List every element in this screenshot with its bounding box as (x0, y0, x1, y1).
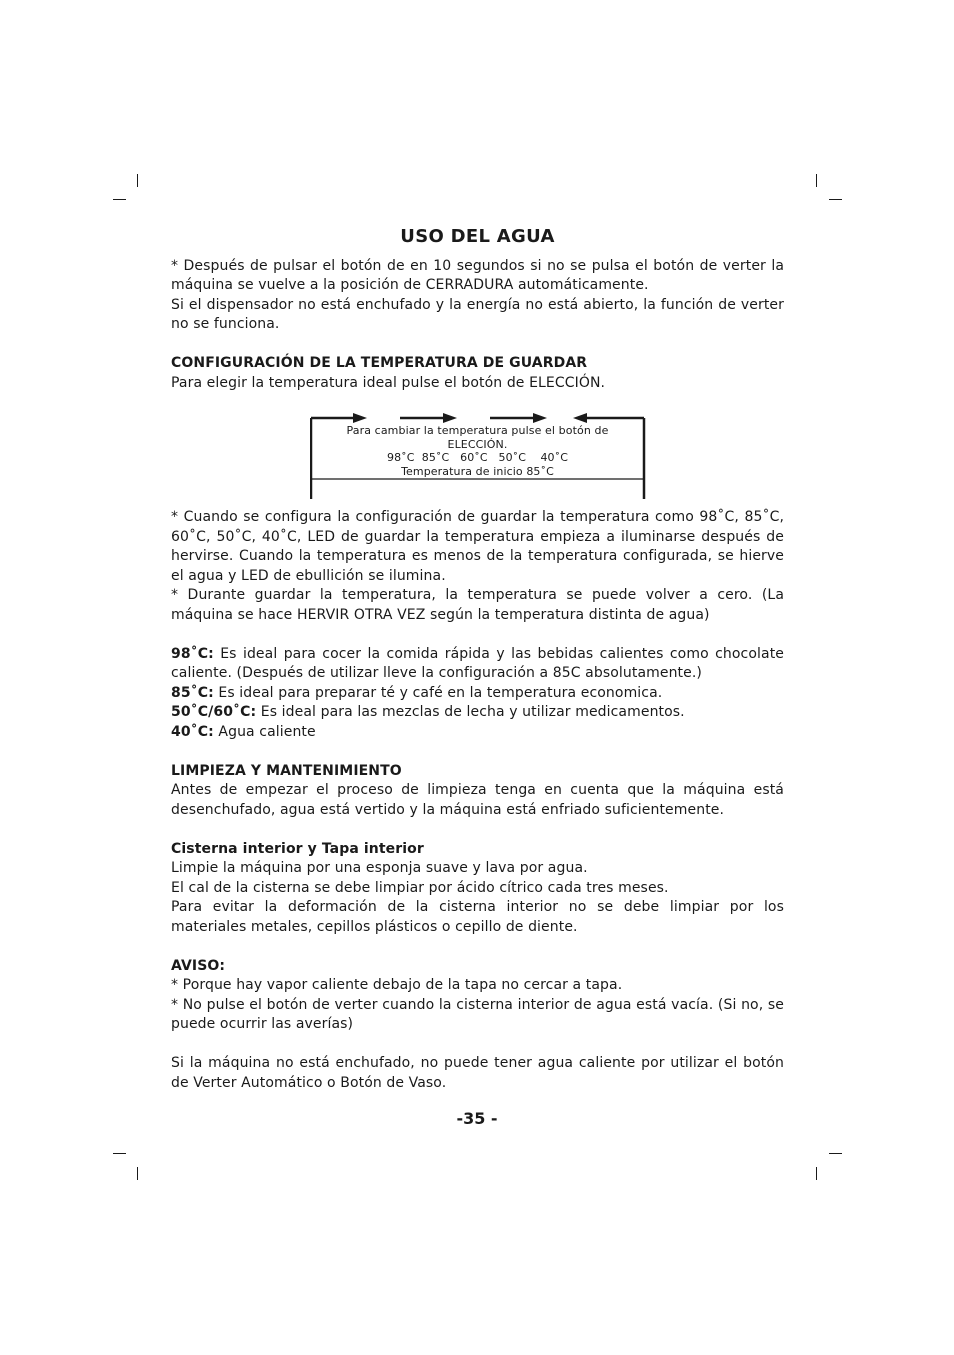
config-text: Para elegir la temperatura ideal pulse el botón de ELECCIÓN. (171, 374, 606, 391)
crop-mark (829, 1153, 842, 1154)
page-content (171, 227, 784, 1093)
crop-mark (816, 1167, 817, 1180)
cistern-line: El cal de la cisterna se debe limpiar por ácido cítrico cada tres meses. (171, 879, 669, 896)
temp-label: 98˚C: (171, 645, 214, 662)
temperature-cycle-diagram (171, 393, 784, 508)
cistern-heading: Cisterna interior y Tapa interior (171, 840, 424, 857)
temp-description: Es ideal para preparar té y café en la temperatura economica. (213, 684, 663, 701)
warning-line: * Porque hay vapor caliente debajo de la tapa no cercar a tapa. (171, 977, 623, 993)
crop-mark (829, 199, 842, 200)
crop-mark (816, 174, 817, 187)
crop-mark (137, 174, 138, 187)
temp-85-item (171, 684, 784, 704)
cleaning-text: Antes de empezar el proceso de limpieza tenga en cuenta que la máquina está desenchufado, agua está vertido y la máquina está enfriado suficientemente. (171, 782, 784, 818)
crop-mark (137, 1167, 138, 1180)
warning-line: * No pulse el botón de verter cuando la cisterna interior de agua está vacía. (Si no, se puede ocurrir las averías) (171, 996, 784, 1032)
cistern-line: Para evitar la deformación de la cisterna interior no se debe limpiar por los materiales metales, cepillos plásticos o cepillo de diente. (171, 899, 784, 935)
page-number: -35 - (456, 1109, 498, 1128)
cistern-line: Limpie la máquina por una esponja suave y lava por agua. (171, 860, 588, 876)
temp-description: Agua caliente (213, 723, 316, 740)
temp-description: Es ideal para las mezclas de lecha y utilizar medicamentos. (256, 704, 685, 720)
diagram-temperatures: 98˚C 85˚C 60˚C 50˚C 40˚C (386, 451, 569, 465)
note-paragraph: * Durante guardar la temperatura, la temperatura se puede volver a cero. (La máquina se hace HERVIR OTRA VEZ según la temperatura distinta de agua) (171, 587, 784, 623)
temp-label: 40˚C: (171, 723, 214, 740)
config-heading: CONFIGURACIÓN DE LA TEMPERATURA DE GUARDAR (171, 355, 588, 371)
intro-paragraph: * Después de pulsar el botón de en 10 segundos si no se pulsa el botón de verter la máquina se vuelve a la posición de CERRADURA automáticamente. (171, 257, 784, 293)
final-paragraph: Si la máquina no está enchufado, no puede tener agua caliente por utilizar el botón de Verter Automático o Botón de Vaso. (171, 1055, 784, 1091)
temp-98-item (171, 645, 784, 684)
crop-mark (113, 199, 126, 200)
page-title: USO DEL AGUA (400, 226, 555, 247)
note-paragraph: * Cuando se configura la configuración de guardar la temperatura como 98˚C, 85˚C, 60˚C, 50˚C, 40˚C, LED de guardar la temperatura empieza a iluminarse después de hervirse. Cuando la temperatura es menos de la temperatura configurada, se hierve el agua y LED de ebullición se ilumina. (171, 509, 784, 584)
temp-label: 85˚C: (171, 684, 214, 701)
warning-heading: AVISO: (171, 957, 226, 974)
temp-40-item (171, 723, 784, 743)
temp-label: 50˚C/60˚C: (171, 704, 257, 720)
temp-50-60-item (171, 703, 784, 723)
diagram-caption (331, 424, 624, 479)
diagram-instruction: Para cambiar la temperatura pulse el botón de ELECCIÓN. (346, 424, 609, 451)
temp-description: Es ideal para cocer la comida rápida y las bebidas calientes como chocolate caliente. (Después de utilizar lleve la configuración a 85C absolutamente.) (171, 645, 784, 681)
crop-mark (113, 1153, 126, 1154)
intro-paragraph: Si el dispensador no está enchufado y la energía no está abierto, la función de verter no se funciona. (171, 296, 784, 332)
cleaning-heading: LIMPIEZA Y MANTENIMIENTO (171, 762, 402, 779)
diagram-start-temperature: Temperatura de inicio 85˚C (401, 465, 554, 479)
